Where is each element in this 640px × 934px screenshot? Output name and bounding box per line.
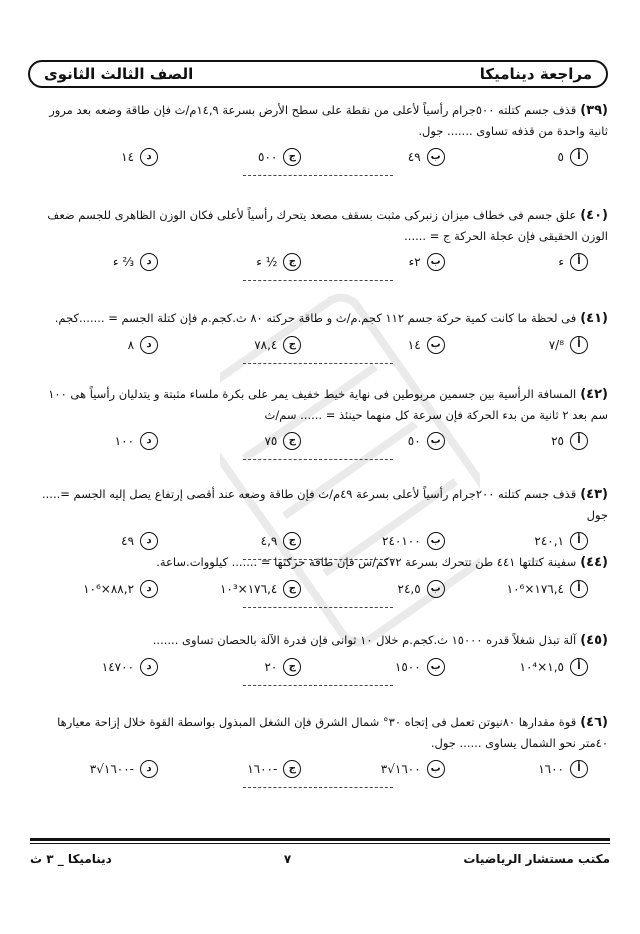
option-text: ٧٥: [264, 434, 278, 448]
option-text: ١٤: [407, 338, 421, 352]
option-b[interactable]: [335, 657, 445, 677]
option-a[interactable]: [478, 657, 588, 677]
separator: [243, 363, 393, 364]
question-text: آلة تبذل شغلاً قدره ١٥٠٠٠ ث.كجم.م خلال ١٠ ثوانى فإن قدرة الآلة بالحصان تساوى .......: [152, 633, 577, 647]
separator: [243, 607, 393, 608]
option-text: ٢٠: [264, 660, 278, 674]
option-d[interactable]: [48, 531, 158, 551]
options-row: [28, 252, 608, 272]
options-row: [28, 147, 608, 167]
option-text: ١٦٠٠√٣: [380, 762, 421, 776]
option-letter: د: [140, 532, 158, 550]
options-row: [28, 579, 608, 599]
option-c[interactable]: [191, 335, 301, 355]
option-letter: د: [140, 760, 158, 778]
footer-publisher: مكتب مستشار الرياضيات: [463, 852, 610, 866]
option-letter: ج: [283, 336, 301, 354]
option-letter: ب: [427, 658, 445, 676]
question-43: [28, 484, 608, 560]
option-letter: د: [140, 658, 158, 676]
option-d[interactable]: [48, 759, 158, 779]
option-text: ٢ء: [408, 255, 421, 269]
option-text: ٢٤,٥: [397, 582, 421, 596]
option-b[interactable]: [335, 579, 445, 599]
question-42: [28, 384, 608, 460]
option-text: ٤٩: [121, 534, 135, 548]
option-letter: أ: [570, 253, 588, 271]
option-text: ٤٩: [407, 150, 421, 164]
option-letter: أ: [570, 148, 588, 166]
option-a[interactable]: [478, 431, 588, 451]
option-letter: أ: [570, 336, 588, 354]
footer-rule-thick: [30, 838, 610, 841]
question-46: [28, 712, 608, 788]
footer-rule-thin: [30, 843, 610, 844]
option-a[interactable]: [478, 335, 588, 355]
option-letter: ج: [283, 148, 301, 166]
option-a[interactable]: [478, 147, 588, 167]
option-a[interactable]: [478, 252, 588, 272]
separator: [243, 685, 393, 686]
header-left-title: الصف الثالث الثانوى: [44, 65, 194, 83]
question-text: علق جسم فى خطاف ميزان زنبركى مثبت بسقف مصعد يتحرك رأسياً لأعلى فكان الوزن الظاهرى للجسم ضعف الوزن الحقيقى فإن عجلة الحركة ج = ......: [47, 208, 608, 243]
option-text: ١٧٦,٤×١٠⁶: [506, 582, 564, 596]
question-text: قوة مقدارها ٨٠نيوتن تعمل فى إتجاه ٣٠° شمال الشرق فإن الشغل المبذول بواسطة القوة خلال إزاحة معيارها ٤٠متر نحو الشمال يساوى ...... جول.: [57, 715, 608, 750]
option-text: ١٠٠: [114, 434, 135, 448]
option-letter: أ: [570, 760, 588, 778]
option-letter: ج: [283, 658, 301, 676]
option-c[interactable]: [191, 147, 301, 167]
option-text: ½ ء: [256, 255, 278, 269]
option-text: ١,٥×١٠⁴: [519, 660, 564, 674]
question-45: [28, 630, 608, 686]
question-number: (٤٦): [580, 715, 608, 730]
option-text: ٥: [557, 150, 564, 164]
page-footer: [30, 852, 610, 866]
option-b[interactable]: [335, 335, 445, 355]
option-letter: ج: [283, 432, 301, 450]
option-text: ٨٨,٢×١٠⁶: [83, 582, 135, 596]
option-d[interactable]: [48, 147, 158, 167]
question-39: [28, 100, 608, 176]
question-number: (٤٣): [580, 487, 608, 502]
question-number: (٤٠): [580, 208, 608, 223]
option-c[interactable]: [191, 252, 301, 272]
option-b[interactable]: [335, 759, 445, 779]
option-letter: د: [140, 432, 158, 450]
option-a[interactable]: [478, 579, 588, 599]
question-number: (٣٩): [580, 103, 608, 118]
option-text: ٨: [127, 338, 135, 352]
options-row: [28, 657, 608, 677]
option-c[interactable]: [191, 431, 301, 451]
option-text: ٢٤٠١٠٠: [382, 534, 421, 548]
header-right-title: مراجعة ديناميكا: [479, 65, 592, 83]
option-text: ⅔ ء: [112, 255, 135, 269]
option-text: ١٥٠٠: [394, 660, 421, 674]
options-row: [28, 431, 608, 451]
option-text: ١٧٦,٤×١٠³: [219, 582, 278, 596]
question-number: (٤١): [580, 311, 608, 326]
option-letter: ج: [283, 760, 301, 778]
option-c[interactable]: [191, 657, 301, 677]
option-letter: أ: [570, 658, 588, 676]
option-text: ء: [558, 255, 564, 269]
options-row: [28, 759, 608, 779]
option-text: ٧٨,٤: [254, 338, 278, 352]
option-text: ٥٠: [407, 434, 421, 448]
option-d[interactable]: [48, 431, 158, 451]
option-letter: أ: [570, 580, 588, 598]
option-c[interactable]: [191, 531, 301, 551]
option-letter: د: [140, 580, 158, 598]
question-text: سفينة كتلتها ٤٤١ طن تتحرك بسرعة ٧٢كم/س فإن طاقة حركتها = ....... كيلووات.ساعة.: [156, 555, 577, 569]
option-letter: ب: [427, 532, 445, 550]
options-row: [28, 531, 608, 551]
question-text: قذف جسم كتلته ٢٠٠جرام رأسياً لأعلى بسرعة ٤٩م/ث فإن طاقة وضعه عند أقصى إرتفاع يصل إليه الجسم =..... جول: [41, 487, 608, 522]
separator: [243, 175, 393, 176]
question-number: (٤٢): [580, 387, 608, 402]
question-40: [28, 205, 608, 281]
option-b[interactable]: [335, 252, 445, 272]
question-text: المسافة الرأسية بين جسمين مربوطين فى نهاية خيط خفيف يمر على بكرة ملساء مثبتة و يتدليان رأسياً هى ١٠٠ سم بعد ٢ ثانية من بدء الحركة فإن سرعة كل منهما حينئذ = ...... سم/ث: [48, 387, 608, 422]
option-text: ١٤: [121, 150, 135, 164]
option-text: ٥٠٠: [258, 150, 278, 164]
option-letter: ب: [427, 760, 445, 778]
option-letter: ب: [427, 432, 445, 450]
option-text: ١٤٧٠٠: [101, 660, 135, 674]
option-letter: ج: [283, 253, 301, 271]
option-text: ١٦٠٠: [538, 762, 564, 776]
question-41: [28, 308, 608, 364]
option-letter: د: [140, 336, 158, 354]
option-text: ٢٥: [551, 434, 564, 448]
separator: [243, 280, 393, 281]
option-letter: د: [140, 148, 158, 166]
option-d[interactable]: [48, 657, 158, 677]
separator: [243, 459, 393, 460]
option-d[interactable]: [48, 335, 158, 355]
option-c[interactable]: [191, 759, 301, 779]
option-a[interactable]: [478, 759, 588, 779]
option-letter: ب: [427, 336, 445, 354]
footer-subject: ديناميكا _ ٣ ث: [30, 852, 112, 866]
question-text: قذف جسم كتلته ٥٠٠جرام رأسياً لأعلى من نقطة على سطح الأرض بسرعة ١٤,٩م/ث فإن طاقة وضعه بعد مرور ثانية واحدة من قذفه تساوى ....... جول.: [49, 103, 608, 138]
page-header: [28, 60, 608, 88]
question-number: (٤٥): [580, 633, 608, 648]
option-letter: أ: [570, 432, 588, 450]
option-letter: ج: [283, 580, 301, 598]
option-a[interactable]: [478, 531, 588, 551]
option-b[interactable]: [335, 531, 445, 551]
option-letter: أ: [570, 532, 588, 550]
option-c[interactable]: [191, 579, 301, 599]
option-d[interactable]: [48, 579, 158, 599]
option-d[interactable]: [48, 252, 158, 272]
option-text: -١٦٠٠√٣: [89, 762, 135, 776]
option-letter: ب: [427, 148, 445, 166]
option-letter: د: [140, 253, 158, 271]
page-number: ٧: [283, 852, 292, 866]
question-number: (٤٤): [580, 555, 608, 570]
option-letter: ج: [283, 532, 301, 550]
option-b[interactable]: [335, 431, 445, 451]
options-row: [28, 335, 608, 355]
question-text: فى لحظة ما كانت كمية حركة جسم ١١٢ كجم.م/ث و طاقة حركته ٨٠ ث.كجم.م فإن كتلة الجسم = .......كجم.: [54, 311, 577, 325]
option-letter: ب: [427, 580, 445, 598]
option-text: ٢٤٠,١: [534, 534, 564, 548]
option-text: ⁸/٧: [548, 338, 564, 352]
option-b[interactable]: [335, 147, 445, 167]
option-text: ٤,٩: [260, 534, 278, 548]
option-text: -١٦٠٠: [247, 762, 278, 776]
separator: [243, 787, 393, 788]
question-44: [28, 552, 608, 608]
option-letter: ب: [427, 253, 445, 271]
